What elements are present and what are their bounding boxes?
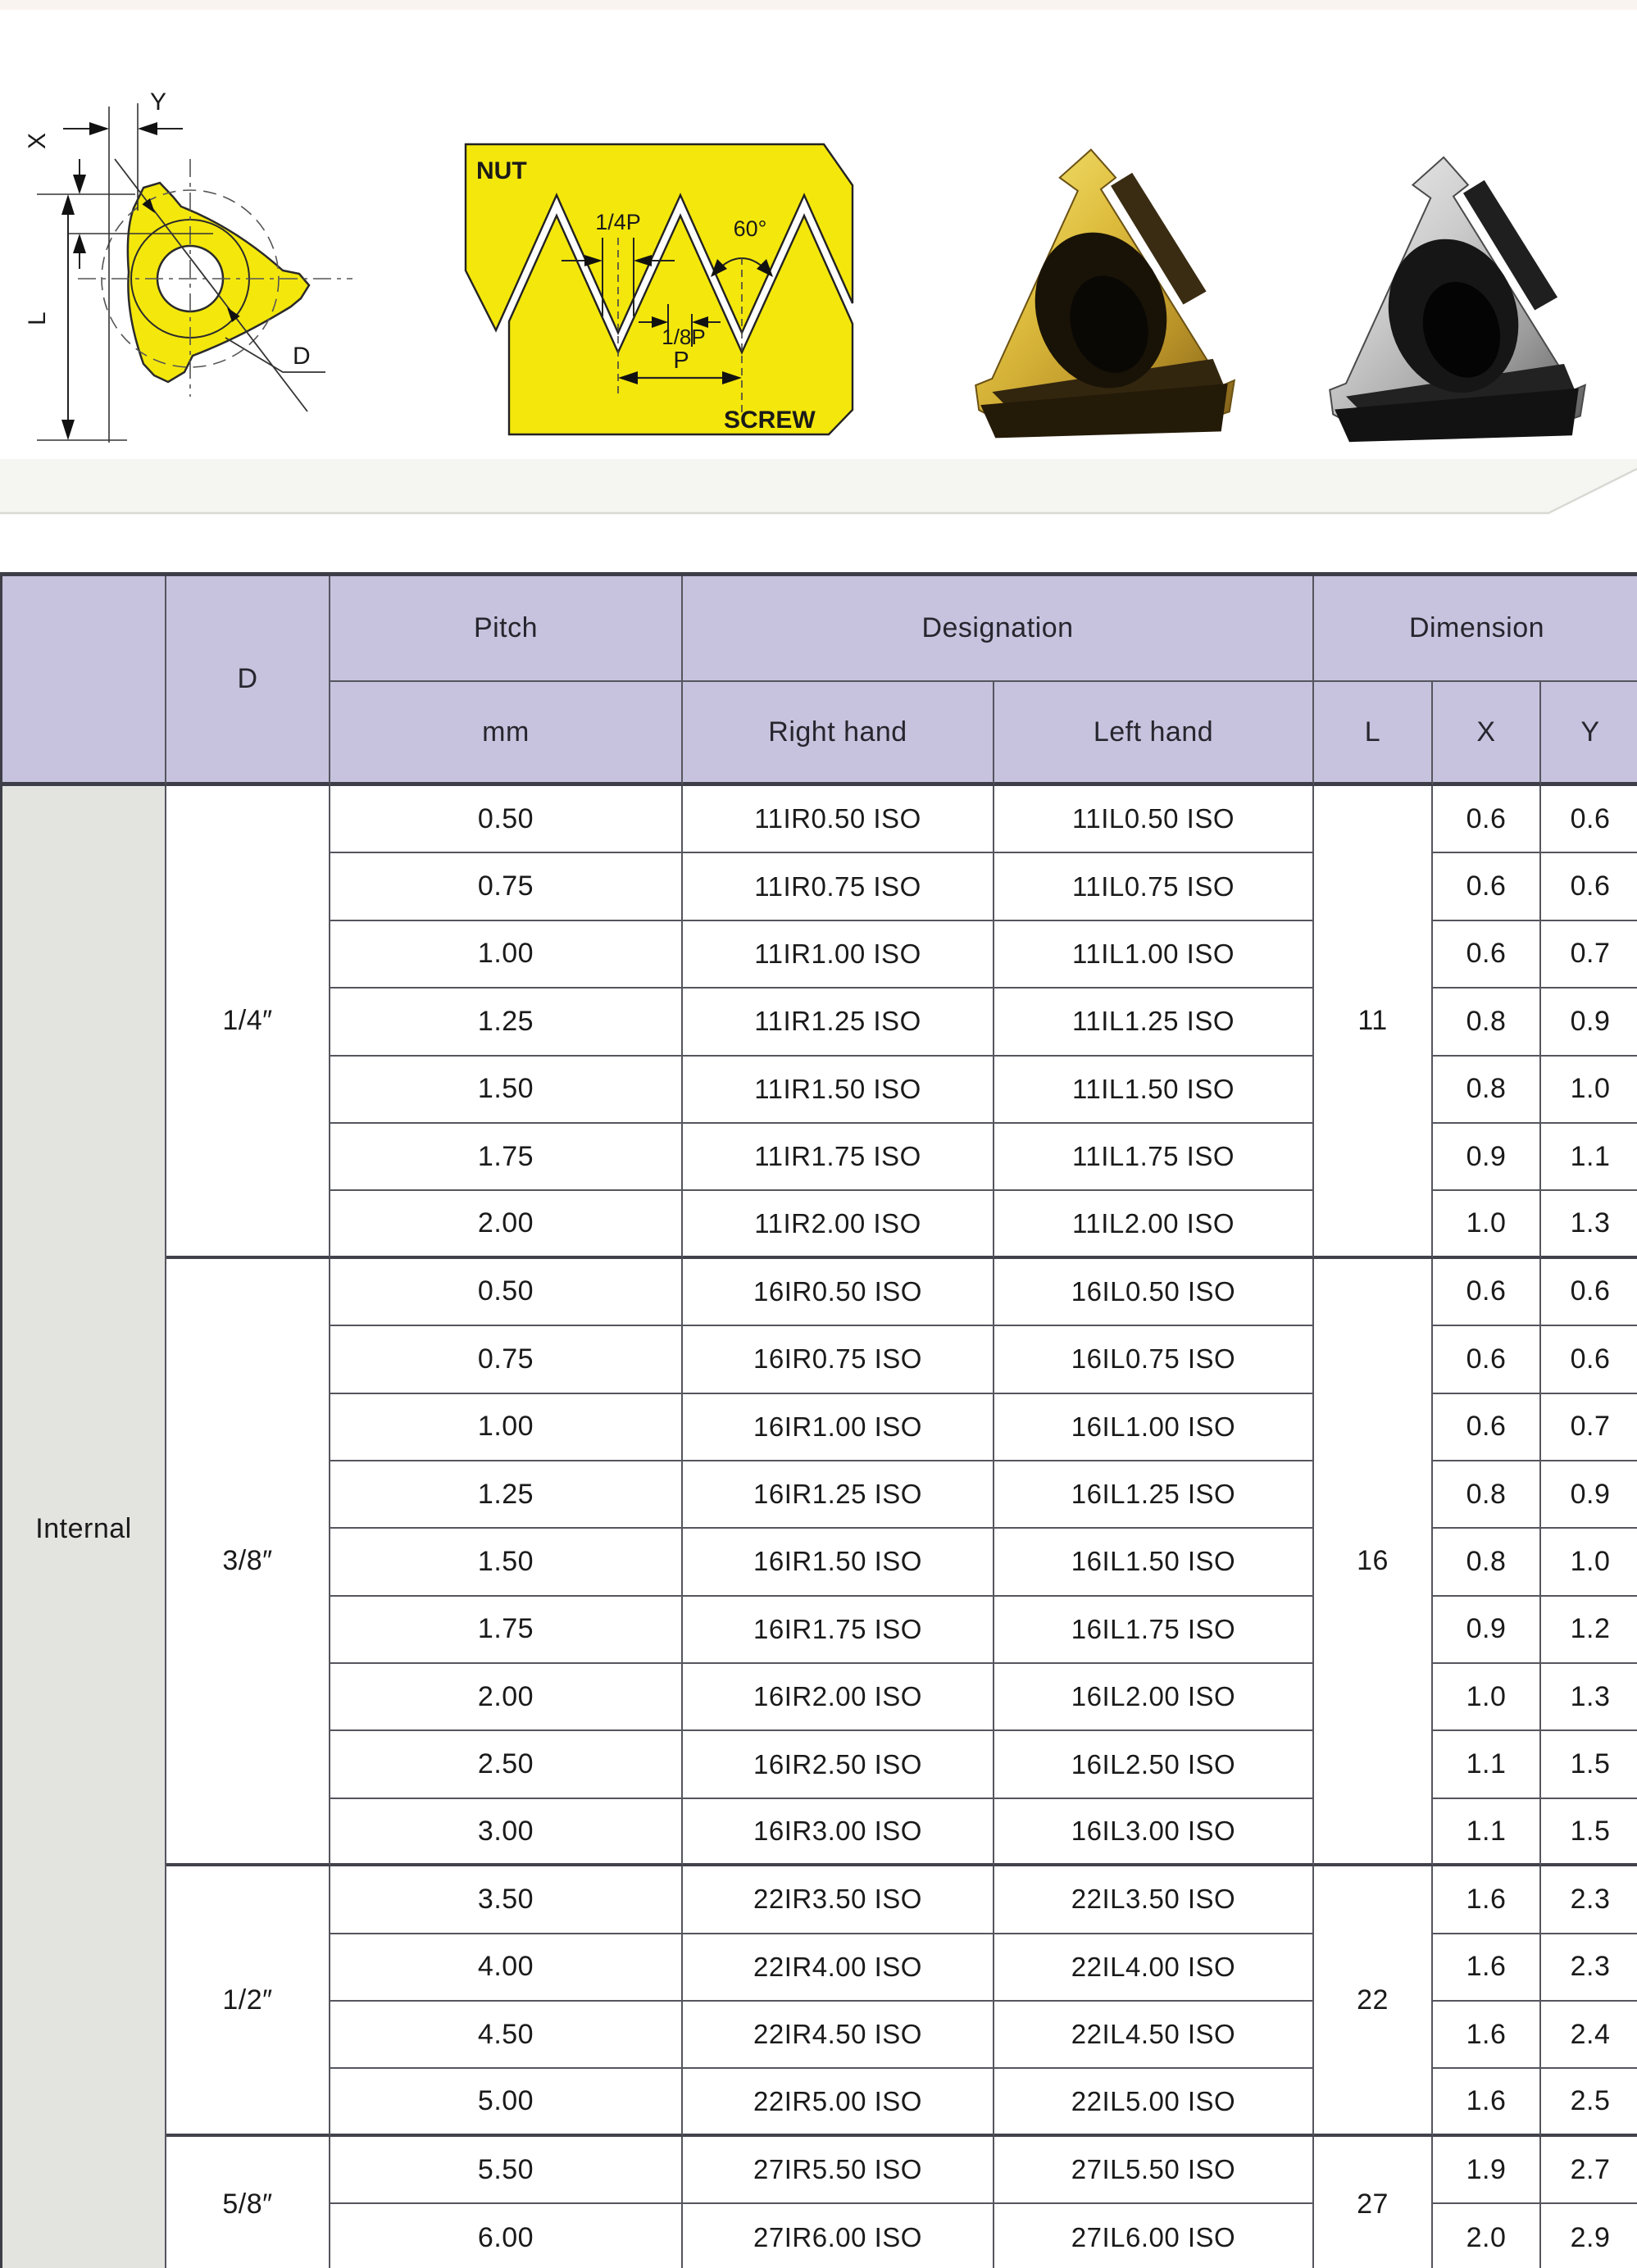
y-value-cell: 1.5 xyxy=(1541,1731,1637,1798)
x-value-cell: 1.1 xyxy=(1433,1731,1541,1798)
header-pitch-unit: mm xyxy=(330,682,683,786)
d-group-cell: 5/8″ xyxy=(166,2137,330,2268)
header-left-hand: Left hand xyxy=(994,682,1314,786)
pitch-value-cell: 0.50 xyxy=(330,786,683,853)
left-hand-cell: 22IL3.50 ISO xyxy=(994,1866,1314,1934)
right-hand-cell: 22IR4.00 ISO xyxy=(683,1934,994,2002)
x-value-cell: 0.6 xyxy=(1433,1259,1541,1326)
y-value-cell: 0.6 xyxy=(1541,786,1637,853)
right-hand-cell: 11IR1.25 ISO xyxy=(683,989,994,1056)
pitch-value-cell: 1.00 xyxy=(330,1394,683,1461)
right-hand-cell: 11IR2.00 ISO xyxy=(683,1191,994,1258)
y-value-cell: 0.7 xyxy=(1541,1394,1637,1461)
label-pitch: P xyxy=(673,348,689,374)
y-value-cell: 0.6 xyxy=(1541,1326,1637,1393)
header-y: Y xyxy=(1541,682,1637,786)
left-hand-cell: 22IL4.50 ISO xyxy=(994,2002,1314,2069)
gold-insert-photo xyxy=(944,141,1266,459)
x-value-cell: 0.6 xyxy=(1433,853,1541,920)
pitch-value-cell: 0.75 xyxy=(330,853,683,920)
right-hand-cell: 22IR4.50 ISO xyxy=(683,2002,994,2069)
x-value-cell: 1.6 xyxy=(1433,1934,1541,2002)
left-hand-cell: 16IL1.50 ISO xyxy=(994,1529,1314,1596)
x-value-cell: 1.0 xyxy=(1433,1664,1541,1731)
right-hand-cell: 11IR1.00 ISO xyxy=(683,921,994,989)
internal-group-cell: Internal xyxy=(2,786,166,2268)
y-value-cell: 0.9 xyxy=(1541,1461,1637,1529)
y-value-cell: 0.6 xyxy=(1541,1259,1637,1326)
left-hand-cell: 11IL0.50 ISO xyxy=(994,786,1314,853)
left-hand-cell: 22IL4.00 ISO xyxy=(994,1934,1314,2002)
x-value-cell: 0.8 xyxy=(1433,1057,1541,1124)
left-hand-cell: 16IL3.00 ISO xyxy=(994,1799,1314,1866)
left-hand-cell: 16IL1.25 ISO xyxy=(994,1461,1314,1529)
silver-insert-photo xyxy=(1294,149,1621,462)
left-hand-cell: 27IL6.00 ISO xyxy=(994,2204,1314,2268)
pitch-value-cell: 1.25 xyxy=(330,989,683,1056)
x-value-cell: 0.8 xyxy=(1433,1529,1541,1596)
divider-band xyxy=(0,451,1637,525)
x-value-cell: 1.1 xyxy=(1433,1799,1541,1866)
right-hand-cell: 11IR1.50 ISO xyxy=(683,1057,994,1124)
header-designation: Designation xyxy=(683,576,1314,682)
pitch-value-cell: 5.00 xyxy=(330,2069,683,2136)
right-hand-cell: 16IR1.50 ISO xyxy=(683,1529,994,1596)
x-value-cell: 1.6 xyxy=(1433,1866,1541,1934)
right-hand-cell: 16IR3.00 ISO xyxy=(683,1799,994,1866)
y-value-cell: 0.9 xyxy=(1541,989,1637,1056)
left-hand-cell: 16IL2.00 ISO xyxy=(994,1664,1314,1731)
header-x: X xyxy=(1433,682,1541,786)
y-value-cell: 1.0 xyxy=(1541,1529,1637,1596)
pitch-value-cell: 1.25 xyxy=(330,1461,683,1529)
pitch-value-cell: 0.50 xyxy=(330,1259,683,1326)
pitch-value-cell: 1.00 xyxy=(330,921,683,989)
x-value-cell: 2.0 xyxy=(1433,2204,1541,2268)
label-x: X xyxy=(24,132,51,149)
header-right-hand: Right hand xyxy=(683,682,994,786)
y-value-cell: 1.0 xyxy=(1541,1057,1637,1124)
label-l: L xyxy=(24,311,51,325)
header-dimension: Dimension xyxy=(1314,576,1637,682)
right-hand-cell: 16IR0.75 ISO xyxy=(683,1326,994,1393)
x-value-cell: 1.0 xyxy=(1433,1191,1541,1258)
pitch-value-cell: 1.75 xyxy=(330,1124,683,1191)
pitch-value-cell: 2.50 xyxy=(330,1731,683,1798)
right-hand-cell: 11IR0.75 ISO xyxy=(683,853,994,920)
y-value-cell: 1.1 xyxy=(1541,1124,1637,1191)
pitch-value-cell: 6.00 xyxy=(330,2204,683,2268)
y-value-cell: 1.5 xyxy=(1541,1799,1637,1866)
left-hand-cell: 22IL5.00 ISO xyxy=(994,2069,1314,2136)
label-nut: NUT xyxy=(476,157,527,184)
pitch-value-cell: 2.00 xyxy=(330,1191,683,1258)
label-eighth-pitch: 1/8P xyxy=(662,325,706,349)
l-group-cell: 16 xyxy=(1314,1259,1433,1867)
x-value-cell: 0.9 xyxy=(1433,1124,1541,1191)
right-hand-cell: 22IR3.50 ISO xyxy=(683,1866,994,1934)
left-hand-cell: 11IL1.00 ISO xyxy=(994,921,1314,989)
y-value-cell: 2.9 xyxy=(1541,2204,1637,2268)
pitch-value-cell: 1.50 xyxy=(330,1529,683,1596)
pitch-value-cell: 3.50 xyxy=(330,1866,683,1934)
y-value-cell: 2.5 xyxy=(1541,2069,1637,2136)
right-hand-cell: 27IR5.50 ISO xyxy=(683,2137,994,2204)
left-hand-cell: 11IL1.50 ISO xyxy=(994,1057,1314,1124)
label-angle: 60° xyxy=(733,216,767,241)
x-value-cell: 0.6 xyxy=(1433,1394,1541,1461)
right-hand-cell: 16IR1.00 ISO xyxy=(683,1394,994,1461)
right-hand-cell: 16IR2.00 ISO xyxy=(683,1664,994,1731)
right-hand-cell: 11IR0.50 ISO xyxy=(683,786,994,853)
x-value-cell: 1.9 xyxy=(1433,2137,1541,2204)
x-value-cell: 0.6 xyxy=(1433,786,1541,853)
left-hand-cell: 11IL1.25 ISO xyxy=(994,989,1314,1056)
pitch-value-cell: 2.00 xyxy=(330,1664,683,1731)
right-hand-cell: 16IR0.50 ISO xyxy=(683,1259,994,1326)
pitch-value-cell: 4.50 xyxy=(330,2002,683,2069)
page-top-strip xyxy=(0,0,1637,10)
pitch-value-cell: 4.00 xyxy=(330,1934,683,2002)
right-hand-cell: 16IR2.50 ISO xyxy=(683,1731,994,1798)
y-value-cell: 1.2 xyxy=(1541,1597,1637,1664)
pitch-value-cell: 5.50 xyxy=(330,2137,683,2204)
right-hand-cell: 27IR6.00 ISO xyxy=(683,2204,994,2268)
l-group-cell: 22 xyxy=(1314,1866,1433,2137)
pitch-value-cell: 1.50 xyxy=(330,1057,683,1124)
label-y: Y xyxy=(150,89,167,116)
right-hand-cell: 22IR5.00 ISO xyxy=(683,2069,994,2136)
left-hand-cell: 27IL5.50 ISO xyxy=(994,2137,1314,2204)
x-value-cell: 0.8 xyxy=(1433,989,1541,1056)
insert-spec-table xyxy=(0,572,1637,2268)
left-hand-cell: 16IL0.75 ISO xyxy=(994,1326,1314,1393)
x-value-cell: 1.6 xyxy=(1433,2069,1541,2136)
right-hand-cell: 16IR1.75 ISO xyxy=(683,1597,994,1664)
d-group-cell: 3/8″ xyxy=(166,1259,330,1867)
y-value-cell: 1.3 xyxy=(1541,1191,1637,1258)
y-value-cell: 2.4 xyxy=(1541,2002,1637,2069)
d-group-cell: 1/4″ xyxy=(166,786,330,1259)
pitch-value-cell: 1.75 xyxy=(330,1597,683,1664)
header-pitch: Pitch xyxy=(330,576,683,682)
pitch-value-cell: 3.00 xyxy=(330,1799,683,1866)
header-empty-cell xyxy=(2,576,166,786)
header-l: L xyxy=(1314,682,1433,786)
y-value-cell: 2.3 xyxy=(1541,1934,1637,2002)
right-hand-cell: 16IR1.25 ISO xyxy=(683,1461,994,1529)
label-d: D xyxy=(293,343,311,370)
l-group-cell: 11 xyxy=(1314,786,1433,1259)
y-value-cell: 2.3 xyxy=(1541,1866,1637,1934)
x-value-cell: 0.6 xyxy=(1433,1326,1541,1393)
left-hand-cell: 16IL1.75 ISO xyxy=(994,1597,1314,1664)
left-hand-cell: 11IL2.00 ISO xyxy=(994,1191,1314,1258)
y-value-cell: 0.6 xyxy=(1541,853,1637,920)
y-value-cell: 0.7 xyxy=(1541,921,1637,989)
insert-dimension-drawing xyxy=(20,67,358,459)
pitch-value-cell: 0.75 xyxy=(330,1326,683,1393)
x-value-cell: 0.8 xyxy=(1433,1461,1541,1529)
right-hand-cell: 11IR1.75 ISO xyxy=(683,1124,994,1191)
left-hand-cell: 11IL0.75 ISO xyxy=(994,853,1314,920)
y-value-cell: 1.3 xyxy=(1541,1664,1637,1731)
left-hand-cell: 16IL2.50 ISO xyxy=(994,1731,1314,1798)
label-screw: SCREW xyxy=(724,407,816,434)
left-hand-cell: 16IL1.00 ISO xyxy=(994,1394,1314,1461)
x-value-cell: 0.6 xyxy=(1433,921,1541,989)
d-group-cell: 1/2″ xyxy=(166,1866,330,2137)
x-value-cell: 1.6 xyxy=(1433,2002,1541,2069)
left-hand-cell: 11IL1.75 ISO xyxy=(994,1124,1314,1191)
l-group-cell: 27 xyxy=(1314,2137,1433,2268)
header-d: D xyxy=(166,576,330,786)
y-value-cell: 2.7 xyxy=(1541,2137,1637,2204)
thread-profile-diagram xyxy=(453,138,863,443)
label-quarter-pitch: 1/4P xyxy=(595,210,641,234)
left-hand-cell: 16IL0.50 ISO xyxy=(994,1259,1314,1326)
x-value-cell: 0.9 xyxy=(1433,1597,1541,1664)
